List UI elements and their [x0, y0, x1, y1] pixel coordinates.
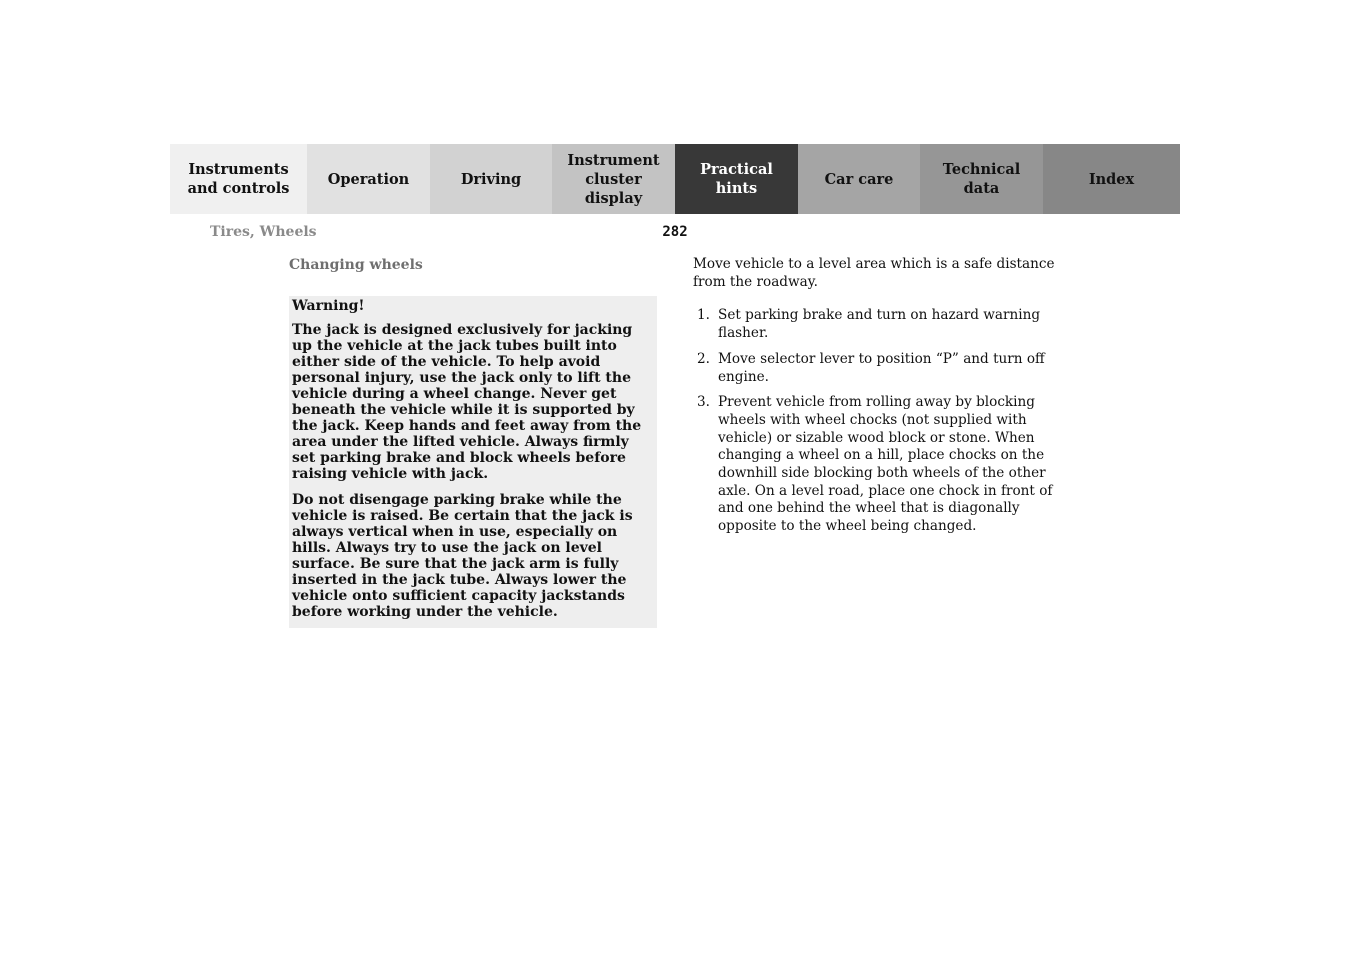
tab-operation[interactable]: Operation: [307, 144, 430, 214]
tab-practical-hints[interactable]: Practical hints: [675, 144, 798, 214]
tab-instruments-and-controls[interactable]: Instruments and controls: [170, 144, 307, 214]
page-number: 282: [662, 224, 688, 240]
right-column: [693, 256, 1065, 544]
list-item: [693, 394, 1065, 536]
warning-title: Warning!: [292, 298, 365, 314]
step-text: Prevent vehicle from rolling away by blocking wheels with wheel chocks (not supplied with vehicle) or sizable wood block or stone. When changing a wheel on a hill, place chocks on the downhill side blocking both wheels of the other axle. On a level road, place one chock in front of and one behind the wheel that is diagonally opposite to the wheel being changed.: [718, 394, 1053, 535]
tab-instrument-cluster-display[interactable]: Instrument cluster display: [552, 144, 675, 214]
intro-text: Move vehicle to a level area which is a safe distance from the roadway.: [693, 256, 1055, 290]
step-number: 2.: [697, 350, 710, 367]
step-number: 1.: [697, 307, 710, 324]
warning-paragraph: The jack is designed exclusively for jacking up the vehicle at the jack tubes built into either side of the vehicle. To help avoid personal injury, use the jack only to lift the vehicle during a wheel change. Never get beneath the vehicle while it is supported by the jack. Keep hands and feet away from the area under the lifted vehicle. Always firmly set parking brake and block wheels before raising vehicle with jack.: [292, 322, 642, 482]
section-title: Tires, Wheels: [210, 224, 317, 240]
list-item: [693, 351, 1065, 386]
tab-car-care[interactable]: Car care: [798, 144, 920, 214]
step-text: Set parking brake and turn on hazard warning flasher.: [718, 307, 1041, 342]
tab-driving[interactable]: Driving: [430, 144, 552, 214]
warning-box: [289, 296, 657, 628]
left-column: [289, 256, 657, 628]
section-heading: Changing wheels: [289, 257, 423, 273]
step-text: Move selector lever to position “P” and turn off engine.: [718, 350, 1045, 385]
step-list: [693, 307, 1065, 535]
step-number: 3.: [697, 394, 710, 411]
tab-technical-data[interactable]: Technical data: [920, 144, 1043, 214]
chapter-tab-bar: [170, 144, 1180, 214]
list-item: [693, 307, 1065, 342]
tab-index[interactable]: Index: [1043, 144, 1180, 214]
warning-paragraph: Do not disengage parking brake while the vehicle is raised. Be certain that the jack is always vertical when in use, especially on hills. Always try to use the jack on level surface. Be sure that the jack arm is fully inserted in the jack tube. Always lower the vehicle onto sufficient capacity jackstands before working under the vehicle.: [292, 492, 633, 620]
